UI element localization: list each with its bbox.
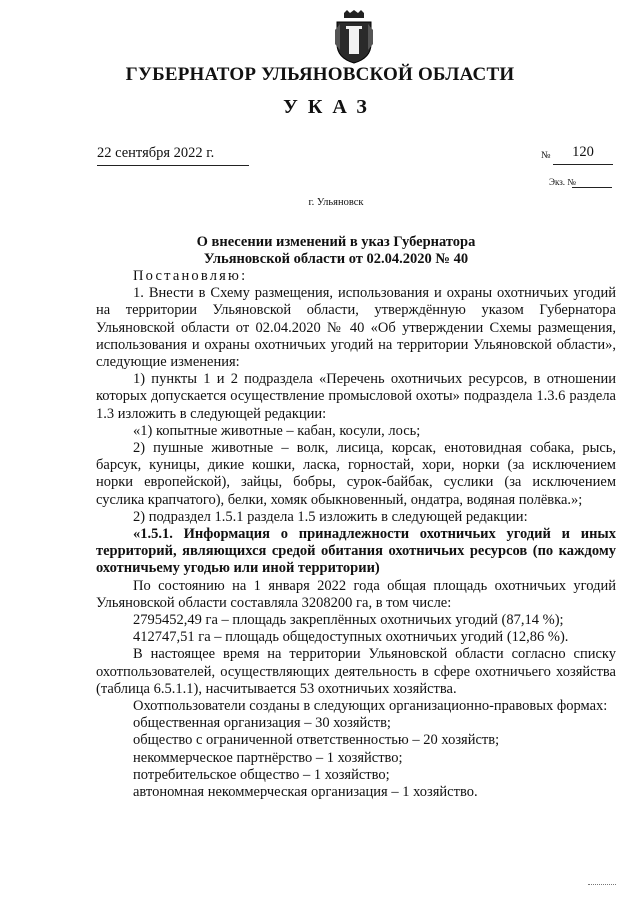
city: г. Ульяновск: [308, 197, 364, 208]
document-date: 22 сентября 2022 г.: [97, 145, 249, 166]
paragraph-9: 412747,51 га – площадь общедоступных охотничьих угодий (12,86 %).: [133, 629, 569, 646]
paragraph-13: общество с ограниченной ответственностью – 20 хозяйств;: [133, 732, 500, 749]
paragraph-5: 2) подраздел 1.5.1 раздела 1.5 изложить в следующей редакции:: [133, 508, 528, 525]
paragraph-15: потребительское общество – 1 хозяйство;: [133, 766, 390, 783]
paragraph-12: общественная организация – 30 хозяйств;: [133, 715, 391, 732]
document-type: УКАЗ: [283, 96, 377, 118]
copy-number-line: [572, 187, 612, 188]
section-heading-1-5-1: «1.5.1. Информация о принадлежности охотничьих угодий и иных территорий, являющихся средой обитания охотничьих ресурсов (по каждому охотничьему угодью или иной территории): [96, 526, 616, 577]
footer-mark: [588, 884, 616, 889]
ulyanovsk-coat-of-arms-icon: [334, 10, 374, 64]
document-body: [96, 268, 616, 801]
paragraph-16: автономная некоммерческая организация – 1 хозяйство.: [133, 784, 478, 801]
paragraph-8: 2795452,49 га – площадь закреплённых охотничьих угодий (87,14 %);: [133, 612, 564, 629]
paragraph-3: «1) копытные животные – кабан, косули, лось;: [133, 422, 421, 439]
paragraph-10: В настоящее время на территории Ульяновской области согласно списку охотпользователей, осуществляющих деятельность в сфере охотничьего хозяйства (таблица 6.5.1.1), насчитывается 53 охотничьих хозяйства.: [96, 646, 616, 697]
title-line-2: Ульяновской области от 02.04.2020 № 40: [203, 251, 469, 267]
decree-intro: Постановляю:: [133, 268, 248, 284]
document-number: 120: [553, 144, 613, 165]
document-title: [0, 234, 640, 268]
copy-number-label: Экз. №: [549, 177, 576, 187]
paragraph-1: 1. Внести в Схему размещения, использования и охраны охотничьих угодий на территории Ульяновской области, утверждённую указом Губернатора Ульяновской области от 02.04.2020 № 40 «Об утверждении Схемы размещения, использования и охраны охотничьих угодий на территории Ульяновской области», следующие изменения:: [96, 285, 616, 371]
paragraph-4: 2) пушные животные – волк, лисица, корсак, енотовидная собака, рысь, барсук, куницы, дикие кошки, ласка, горностай, хори, норки (за исключением норки европейской), зайцы, бобры, сурок-байбак, суслики (за исключением суслика крапчатого), белки, хомяк обыкновенный, ондатра, водяная полёвка.»;: [96, 440, 616, 508]
number-label: №: [541, 150, 551, 161]
issuing-authority: ГУБЕРНАТОР УЛЬЯНОВСКОЙ ОБЛАСТИ: [125, 64, 515, 85]
paragraph-14: некоммерческое партнёрство – 1 хозяйство;: [133, 749, 403, 766]
paragraph-11: Охотпользователи созданы в следующих организационно-правовых формах:: [133, 698, 608, 715]
paragraph-7: По состоянию на 1 января 2022 года общая площадь охотничьих угодий Ульяновской области составляла 3208200 га, в том числе:: [96, 577, 616, 611]
paragraph-2: 1) пункты 1 и 2 подраздела «Перечень охотничьих ресурсов, в отношении которых допускается осуществление промысловой охоты» подраздела 1.3.6 раздела 1.3 изложить в следующей редакции:: [96, 371, 616, 422]
title-line-1: О внесении изменений в указ Губернатора: [196, 234, 476, 250]
